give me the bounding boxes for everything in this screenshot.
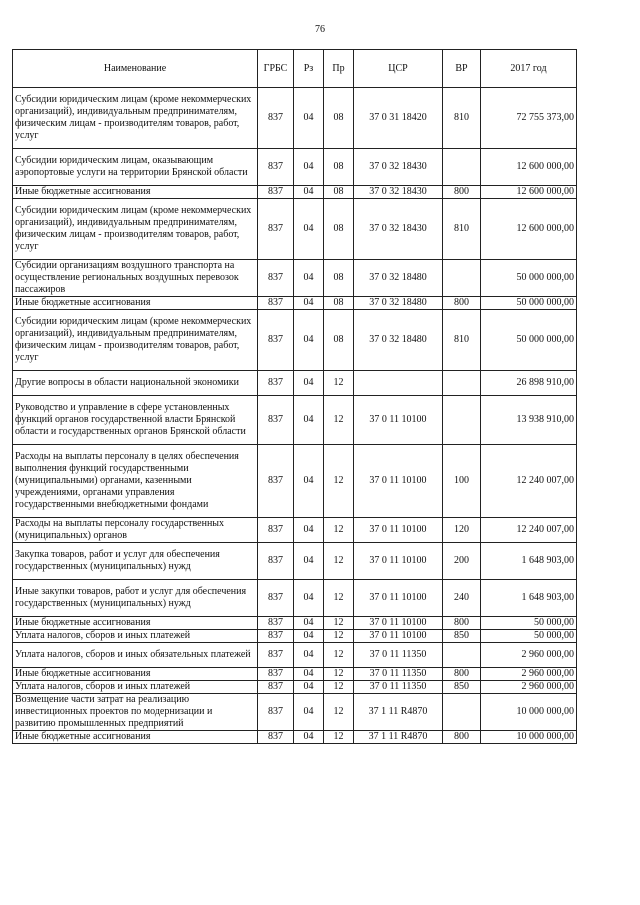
row-name: Иные бюджетные ассигнования: [13, 186, 258, 199]
row-vr: 800: [443, 617, 481, 630]
row-csr: [354, 371, 443, 396]
row-grbs: 837: [258, 445, 294, 518]
row-amount: 50 000,00: [481, 630, 577, 643]
row-amount: 12 240 007,00: [481, 445, 577, 518]
row-pr: 08: [324, 260, 354, 297]
row-rz: 04: [294, 694, 324, 731]
row-rz: 04: [294, 297, 324, 310]
budget-table: [12, 49, 577, 744]
table-row: [13, 543, 577, 580]
row-grbs: 837: [258, 297, 294, 310]
row-name: Закупка товаров, работ и услуг для обеспечения государственных (муниципальных) нужд: [13, 543, 258, 580]
row-grbs: 837: [258, 694, 294, 731]
row-name: Уплата налогов, сборов и иных платежей: [13, 681, 258, 694]
row-grbs: 837: [258, 643, 294, 668]
row-csr: 37 0 11 11350: [354, 668, 443, 681]
row-grbs: 837: [258, 681, 294, 694]
row-name: Иные бюджетные ассигнования: [13, 668, 258, 681]
row-name: Субсидии организациям воздушного транспорта на осуществление региональных воздушных перевозок пассажиров: [13, 260, 258, 297]
row-grbs: 837: [258, 617, 294, 630]
row-csr: 37 0 11 10100: [354, 630, 443, 643]
header-pr: Пр: [324, 50, 354, 88]
row-vr: 800: [443, 731, 481, 744]
table-row: [13, 694, 577, 731]
row-pr: 12: [324, 731, 354, 744]
row-grbs: 837: [258, 731, 294, 744]
row-rz: 04: [294, 681, 324, 694]
row-csr: 37 0 11 10100: [354, 396, 443, 445]
table-row: [13, 518, 577, 543]
header-rz: Рз: [294, 50, 324, 88]
row-pr: 12: [324, 643, 354, 668]
row-csr: 37 0 11 11350: [354, 643, 443, 668]
table-row: [13, 88, 577, 149]
row-pr: 08: [324, 297, 354, 310]
row-amount: 12 600 000,00: [481, 149, 577, 186]
row-rz: 04: [294, 643, 324, 668]
row-csr: 37 0 11 10100: [354, 445, 443, 518]
row-amount: 50 000 000,00: [481, 310, 577, 371]
row-rz: 04: [294, 199, 324, 260]
row-csr: 37 0 11 11350: [354, 681, 443, 694]
row-amount: 1 648 903,00: [481, 580, 577, 617]
row-vr: 810: [443, 310, 481, 371]
table-row: [13, 617, 577, 630]
row-vr: [443, 396, 481, 445]
row-name: Иные закупки товаров, работ и услуг для обеспечения государственных (муниципальных) нужд: [13, 580, 258, 617]
row-csr: 37 0 31 18420: [354, 88, 443, 149]
row-csr: 37 0 32 18480: [354, 310, 443, 371]
row-amount: 10 000 000,00: [481, 694, 577, 731]
row-name: Иные бюджетные ассигнования: [13, 297, 258, 310]
table-row: [13, 445, 577, 518]
row-rz: 04: [294, 260, 324, 297]
row-vr: [443, 643, 481, 668]
row-name: Расходы на выплаты персоналу государственных (муниципальных) органов: [13, 518, 258, 543]
table-row: [13, 371, 577, 396]
row-grbs: 837: [258, 668, 294, 681]
row-vr: 800: [443, 668, 481, 681]
header-grbs: ГРБС: [258, 50, 294, 88]
row-vr: 120: [443, 518, 481, 543]
row-name: Иные бюджетные ассигнования: [13, 731, 258, 744]
row-pr: 12: [324, 445, 354, 518]
row-vr: 800: [443, 297, 481, 310]
row-name: Субсидии юридическим лицам, оказывающим аэропортовые услуги на территории Брянской области: [13, 149, 258, 186]
row-vr: 810: [443, 88, 481, 149]
row-csr: 37 0 32 18430: [354, 199, 443, 260]
row-grbs: 837: [258, 580, 294, 617]
row-rz: 04: [294, 518, 324, 543]
row-grbs: 837: [258, 310, 294, 371]
row-grbs: 837: [258, 371, 294, 396]
row-rz: 04: [294, 371, 324, 396]
row-rz: 04: [294, 543, 324, 580]
table-row: [13, 186, 577, 199]
row-vr: 850: [443, 681, 481, 694]
row-amount: 26 898 910,00: [481, 371, 577, 396]
row-pr: 12: [324, 371, 354, 396]
row-csr: 37 0 32 18480: [354, 260, 443, 297]
table-row: [13, 396, 577, 445]
row-rz: 04: [294, 149, 324, 186]
row-vr: 200: [443, 543, 481, 580]
row-amount: 12 600 000,00: [481, 186, 577, 199]
row-pr: 08: [324, 88, 354, 149]
row-grbs: 837: [258, 396, 294, 445]
header-csr: ЦСР: [354, 50, 443, 88]
row-pr: 12: [324, 617, 354, 630]
row-vr: 850: [443, 630, 481, 643]
table-row: [13, 630, 577, 643]
row-amount: 2 960 000,00: [481, 643, 577, 668]
row-csr: 37 0 32 18430: [354, 149, 443, 186]
table-header-row: [13, 50, 577, 88]
row-pr: 12: [324, 396, 354, 445]
row-amount: 50 000 000,00: [481, 260, 577, 297]
row-pr: 08: [324, 199, 354, 260]
row-grbs: 837: [258, 88, 294, 149]
row-vr: 810: [443, 199, 481, 260]
row-name: Расходы на выплаты персоналу в целях обеспечения выполнения функций государственными (муниципальными) органами, казенными учреждениями, органами управления государственными внебюджетными фондами: [13, 445, 258, 518]
row-csr: 37 1 11 R4870: [354, 694, 443, 731]
row-name: Возмещение части затрат на реализацию инвестиционных проектов по модернизации и развитию промышленных предприятий: [13, 694, 258, 731]
row-csr: 37 0 32 18430: [354, 186, 443, 199]
row-vr: [443, 694, 481, 731]
row-csr: 37 0 11 10100: [354, 580, 443, 617]
row-pr: 08: [324, 186, 354, 199]
row-name: Уплата налогов, сборов и иных обязательных платежей: [13, 643, 258, 668]
row-vr: [443, 371, 481, 396]
row-pr: 12: [324, 668, 354, 681]
row-name: Иные бюджетные ассигнования: [13, 617, 258, 630]
row-rz: 04: [294, 580, 324, 617]
row-rz: 04: [294, 731, 324, 744]
table-row: [13, 297, 577, 310]
row-pr: 12: [324, 694, 354, 731]
row-pr: 12: [324, 543, 354, 580]
table-row: [13, 681, 577, 694]
row-rz: 04: [294, 445, 324, 518]
row-pr: 12: [324, 580, 354, 617]
row-amount: 72 755 373,00: [481, 88, 577, 149]
row-pr: 08: [324, 310, 354, 371]
table-row: [13, 260, 577, 297]
header-vr: ВР: [443, 50, 481, 88]
row-name: Субсидии юридическим лицам (кроме некоммерческих организаций), индивидуальным предпринимателям, физическим лицам - производителям товаров, работ, услуг: [13, 88, 258, 149]
row-vr: [443, 149, 481, 186]
row-vr: 800: [443, 186, 481, 199]
row-grbs: 837: [258, 186, 294, 199]
row-amount: 2 960 000,00: [481, 668, 577, 681]
row-csr: 37 0 11 10100: [354, 617, 443, 630]
header-name: Наименование: [13, 50, 258, 88]
row-csr: 37 0 32 18480: [354, 297, 443, 310]
row-pr: 12: [324, 630, 354, 643]
row-grbs: 837: [258, 543, 294, 580]
row-grbs: 837: [258, 518, 294, 543]
row-amount: 12 240 007,00: [481, 518, 577, 543]
row-amount: 1 648 903,00: [481, 543, 577, 580]
row-csr: 37 0 11 10100: [354, 543, 443, 580]
table-row: [13, 668, 577, 681]
header-year: 2017 год: [481, 50, 577, 88]
row-amount: 12 600 000,00: [481, 199, 577, 260]
row-grbs: 837: [258, 149, 294, 186]
row-amount: 2 960 000,00: [481, 681, 577, 694]
row-pr: 08: [324, 149, 354, 186]
table-row: [13, 149, 577, 186]
row-rz: 04: [294, 186, 324, 199]
row-rz: 04: [294, 617, 324, 630]
page-number: 76: [315, 24, 325, 35]
row-amount: 50 000,00: [481, 617, 577, 630]
row-name: Руководство и управление в сфере установленных функций органов государственной власти Брянской области и государственных органов Брянской области: [13, 396, 258, 445]
table-row: [13, 731, 577, 744]
table-row: [13, 580, 577, 617]
table-row: [13, 310, 577, 371]
row-rz: 04: [294, 310, 324, 371]
row-amount: 13 938 910,00: [481, 396, 577, 445]
row-rz: 04: [294, 88, 324, 149]
row-name: Другие вопросы в области национальной экономики: [13, 371, 258, 396]
row-grbs: 837: [258, 260, 294, 297]
row-pr: 12: [324, 681, 354, 694]
row-name: Уплата налогов, сборов и иных платежей: [13, 630, 258, 643]
row-csr: 37 0 11 10100: [354, 518, 443, 543]
row-amount: 50 000 000,00: [481, 297, 577, 310]
row-vr: [443, 260, 481, 297]
row-name: Субсидии юридическим лицам (кроме некоммерческих организаций), индивидуальным предпринимателям, физическим лицам - производителям товаров, работ, услуг: [13, 310, 258, 371]
row-grbs: 837: [258, 630, 294, 643]
row-csr: 37 1 11 R4870: [354, 731, 443, 744]
row-rz: 04: [294, 668, 324, 681]
row-vr: 100: [443, 445, 481, 518]
row-vr: 240: [443, 580, 481, 617]
row-rz: 04: [294, 630, 324, 643]
table-row: [13, 199, 577, 260]
row-grbs: 837: [258, 199, 294, 260]
row-rz: 04: [294, 396, 324, 445]
row-pr: 12: [324, 518, 354, 543]
row-name: Субсидии юридическим лицам (кроме некоммерческих организаций), индивидуальным предпринимателям, физическим лицам - производителям товаров, работ, услуг: [13, 199, 258, 260]
table-row: [13, 643, 577, 668]
row-amount: 10 000 000,00: [481, 731, 577, 744]
